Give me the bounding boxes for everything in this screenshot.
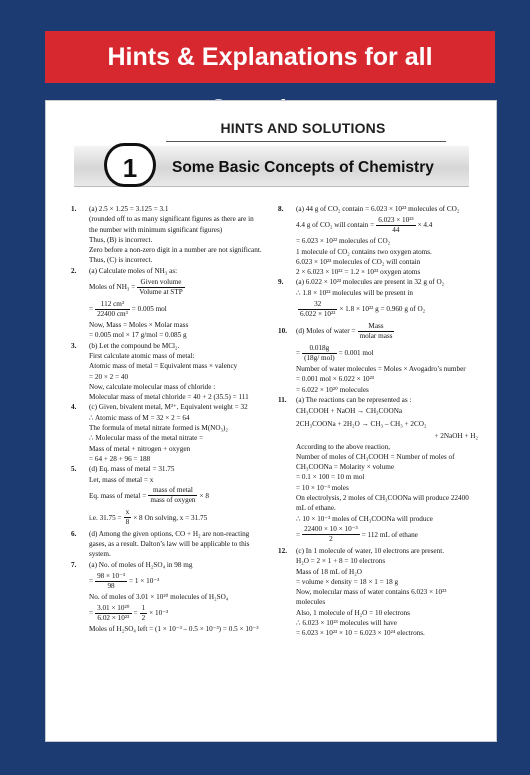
answer-10 bbox=[278, 320, 478, 342]
text-line: Let, mass of metal = x bbox=[89, 475, 154, 484]
answer-2 bbox=[71, 266, 271, 276]
formula-line bbox=[71, 602, 271, 624]
text-line: = 6.022 × 10²⁰ molecules bbox=[296, 385, 369, 394]
formula-line bbox=[71, 276, 271, 298]
formula-text: = 0.005 mol bbox=[131, 304, 167, 313]
section-heading: HINTS AND SOLUTIONS bbox=[220, 120, 386, 136]
question-number: 2. bbox=[71, 266, 77, 275]
formula-text: × 4.4 bbox=[417, 221, 433, 230]
text-line: (a) The reactions can be represented as : bbox=[296, 395, 412, 404]
numerator: 98 × 10⁻³ bbox=[97, 571, 126, 580]
numerator: 32 bbox=[298, 300, 337, 310]
text-line: = 0.1 × 100 = 10 m mol bbox=[296, 473, 365, 482]
text-line: Moles of H₂SO₄ left = (1 × 10⁻³ – 0.5 × 10⁻³) = 0.5 × 10⁻³ bbox=[89, 625, 259, 634]
formula-line bbox=[71, 485, 271, 507]
text-line: (a) 6.022 × 10²³ molecules are present in 32 g of O₂ bbox=[296, 278, 445, 287]
formula-text: × 8 bbox=[199, 491, 209, 500]
text-line: 1 molecule of CO₂ contains two oxygen atoms. bbox=[296, 247, 432, 256]
fraction bbox=[148, 486, 197, 505]
numerator: mass of metal bbox=[148, 486, 197, 496]
text-line: Now, calculate molecular mass of chloride : bbox=[89, 382, 216, 391]
chapter-title: Some Basic Concepts of Chemistry bbox=[172, 159, 434, 176]
text-line: The formula of metal nitrate formed is M(NO₃)₂ bbox=[89, 424, 228, 433]
answer-12 bbox=[278, 546, 478, 556]
question-number: 8. bbox=[278, 205, 284, 213]
formula-text: = 1 × 10⁻³ bbox=[129, 576, 160, 585]
formula-line bbox=[278, 320, 396, 342]
text-line: Now, molecular mass of water contains 6.023 × 10²³ bbox=[296, 588, 447, 597]
text-line: On electrolysis, 2 moles of CH₃COONa will produce 22400 bbox=[296, 494, 469, 503]
text-line: = 0.001 mol × 6.022 × 10²³ bbox=[296, 375, 374, 384]
question-number: 7. bbox=[71, 560, 77, 569]
text-line: = 64 + 28 + 96 = 188 bbox=[89, 454, 151, 463]
text-line: Number of water molecules = Moles × Avogadro’s number bbox=[296, 365, 466, 374]
text-line: Number of moles of CH₃COOH = Number of moles of bbox=[296, 452, 455, 461]
right-column bbox=[278, 204, 478, 639]
text-line: (c) Given, bivalent metal, M²⁺, Equivalent weight = 32 bbox=[89, 403, 248, 412]
text-line: ∴ 6.023 × 10²³ molecules will have bbox=[296, 619, 397, 628]
left-column bbox=[71, 204, 271, 635]
text-line: = 20 × 2 = 40 bbox=[89, 372, 129, 381]
numerator: Given volume bbox=[137, 278, 184, 288]
text-line: (d) Among the given options, CO + H₂ are non-reacting bbox=[89, 529, 250, 538]
text-line: (d) Eq. mass of metal = 31.75 bbox=[89, 465, 175, 474]
denominator: 2 bbox=[141, 613, 146, 622]
text-line: (a) 2.5 × 1.25 = 3.125 = 3.1 bbox=[89, 205, 169, 213]
text-line: Now, Mass = Moles × Molar mass bbox=[89, 321, 189, 330]
text-line: Also, 1 molecule of H₂O = 10 electrons bbox=[296, 608, 410, 617]
question-number: 9. bbox=[278, 278, 284, 287]
numerator: 1 bbox=[141, 603, 146, 612]
text-line: No. of moles of 3.01 × 10²⁰ molecules of H₂SO₄ bbox=[89, 593, 229, 602]
text-line: = 6.023 × 10²³ × 10 = 6.023 × 10²⁴ electrons. bbox=[296, 629, 425, 638]
formula-text: × 10⁻³ bbox=[149, 609, 169, 618]
formula-text: × 1.8 × 10²² g = 0.960 g of O₂ bbox=[339, 304, 426, 313]
numerator: 0.018g bbox=[302, 344, 337, 354]
denominator: 98 bbox=[107, 581, 115, 590]
numerator: 6.023 × 10²³ bbox=[378, 215, 414, 224]
text-line: Mass of metal + nitrogen + oxygen bbox=[89, 444, 191, 453]
formula-line bbox=[71, 570, 271, 592]
formula-text: Moles of NH₃ = bbox=[89, 282, 136, 291]
denominator: 6.02 × 10²³ bbox=[97, 613, 130, 622]
book-page bbox=[45, 100, 497, 742]
formula-text: = 112 mL of ethane bbox=[361, 530, 418, 539]
denominator: 2 bbox=[329, 535, 333, 544]
question-number: 6. bbox=[71, 529, 77, 538]
denominator: mass of oxygen bbox=[150, 496, 196, 505]
denominator: Volume at STP bbox=[139, 287, 183, 296]
heading-rule bbox=[166, 141, 446, 142]
formula-text: = bbox=[89, 609, 94, 618]
text-line: (a) No. of moles of H₂SO₄ in 98 mg bbox=[89, 560, 193, 569]
text-line: = 6.023 × 10²² molecules of CO₂ bbox=[296, 237, 391, 246]
formula-line bbox=[71, 507, 271, 529]
text-line: = 10 × 10⁻³ moles bbox=[296, 483, 349, 492]
denominator: 44 bbox=[392, 225, 400, 234]
fraction bbox=[95, 604, 131, 623]
fraction bbox=[298, 300, 337, 319]
text-line: Atomic mass of metal = Equivalent mass × valency bbox=[89, 362, 238, 371]
numerator: 112 cm³ bbox=[95, 300, 130, 310]
formula-text: (d) Moles of water = bbox=[296, 326, 356, 335]
fraction bbox=[302, 525, 360, 544]
text-line: Molecular mass of metal chloride = 40 + 2 (35.5) = 111 bbox=[89, 393, 249, 402]
answer-9 bbox=[278, 277, 478, 287]
denominator: 8 bbox=[125, 518, 130, 527]
denominator: molar mass bbox=[359, 331, 393, 340]
formula-line bbox=[278, 342, 478, 364]
fraction bbox=[137, 278, 184, 297]
text-line: (c) In 1 molecule of water, 10 electrons are present. bbox=[296, 546, 444, 555]
text-line: Thus, (B) is incorrect. bbox=[89, 235, 153, 244]
fraction bbox=[95, 572, 127, 591]
formula-line bbox=[71, 298, 271, 320]
question-number: 3. bbox=[71, 341, 77, 350]
fraction bbox=[302, 344, 337, 363]
text-line: ∴ Atomic mass of M = 32 × 2 = 64 bbox=[89, 413, 190, 422]
formula-text: = bbox=[296, 348, 301, 357]
text-line: 6.023 × 10²² molecules of CO₂ will contain bbox=[296, 257, 421, 266]
formula-text: Eq. mass of metal = bbox=[89, 491, 147, 500]
text-line: ∴ 1.8 × 10²² molecules will be present in bbox=[296, 288, 413, 297]
text-line: = 0.005 mol × 17 g/mol = 0.085 g bbox=[89, 331, 187, 340]
text-line: First calculate atomic mass of metal: bbox=[89, 351, 195, 360]
fraction bbox=[124, 508, 132, 527]
answer-5 bbox=[71, 464, 271, 474]
fraction bbox=[95, 300, 130, 319]
answer-7 bbox=[71, 560, 271, 570]
banner-title: Hints & Explanations for all bbox=[45, 31, 495, 83]
text-line: ∴ 10 × 10⁻³ moles of CH₃COONa will produce bbox=[296, 514, 433, 523]
text-line: (a) 44 g of CO₂ contain = 6.023 × 10²³ molecules of CO₂ bbox=[296, 205, 460, 213]
question-number: 11. bbox=[278, 395, 287, 404]
answer-4 bbox=[71, 402, 271, 412]
text-line: (b) Let the compound be MCl₂. bbox=[89, 341, 180, 350]
text-line: Thus, (C) is incorrect. bbox=[89, 256, 153, 265]
text-line: Mass of 18 mL of H₂O bbox=[296, 567, 362, 576]
numerator: 22400 × 10 × 10⁻³ bbox=[304, 525, 358, 534]
equation-line: 2CH₃COONa + 2H₂O → CH₃ – CH₃ + 2CO₂ bbox=[296, 420, 427, 429]
fraction bbox=[358, 322, 395, 341]
chapter-number-badge: 1 bbox=[104, 143, 156, 187]
text-line: molecules bbox=[296, 598, 326, 607]
answer-8 bbox=[278, 204, 478, 214]
text-line: (a) Calculate moles of NH₃ as: bbox=[89, 266, 178, 275]
question-number: 5. bbox=[71, 465, 77, 474]
text-line: system. bbox=[89, 550, 111, 559]
numerator: Mass bbox=[358, 322, 395, 332]
answer-11 bbox=[278, 395, 478, 405]
equation-line: CH₃COOH + NaOH → CH₃COONa bbox=[296, 407, 403, 416]
fraction bbox=[376, 216, 415, 235]
denominator: (18g/ mol) bbox=[304, 353, 335, 362]
question-number: 12. bbox=[278, 546, 287, 555]
formula-text: 4.4 g of CO₂ will contain = bbox=[296, 221, 375, 230]
text-line: 2 × 6.023 × 10²² = 1.2 × 10²³ oxygen atoms bbox=[296, 268, 421, 277]
text-line: mL of ethane. bbox=[296, 504, 336, 513]
text-line: (rounded off to as many significant figures as there are in bbox=[89, 215, 254, 224]
text-line: According to the above reaction, bbox=[296, 442, 390, 451]
formula-text: = bbox=[133, 609, 138, 618]
text-line: gases, as a result. Dalton’s law will be applicable to this bbox=[89, 540, 250, 549]
question-number: 10. bbox=[278, 326, 287, 335]
numerator: 3.01 × 10²⁰ bbox=[97, 603, 130, 612]
formula-text: = bbox=[296, 530, 301, 539]
equation-line: + 2NaOH + H₂ bbox=[434, 432, 478, 441]
answer-6 bbox=[71, 529, 271, 539]
text-line: CH₃COONa = Molarity × volume bbox=[296, 463, 395, 472]
text-line: Zero before a non-zero digit in a number are not significant. bbox=[89, 246, 262, 255]
fraction bbox=[140, 604, 148, 623]
numerator: x bbox=[125, 508, 130, 517]
formula-line bbox=[278, 214, 478, 236]
text-line: H₂O = 2 × 1 + 8 = 10 electrons bbox=[296, 557, 386, 566]
formula-line bbox=[278, 524, 478, 546]
formula-text: × 8 On solving, x = 31.75 bbox=[133, 513, 208, 522]
question-number: 1. bbox=[71, 205, 77, 213]
denominator: 6.022 × 10²³ bbox=[300, 309, 336, 318]
formula-text: i.e. 31.75 = bbox=[89, 513, 122, 522]
answer-1 bbox=[71, 204, 271, 214]
formula-text: = bbox=[89, 304, 94, 313]
text-line: ∴ Molecular mass of the metal nitrate = bbox=[89, 434, 204, 443]
formula-text: = 0.001 mol bbox=[338, 348, 374, 357]
formula-line bbox=[278, 298, 478, 320]
denominator: 22400 cm³ bbox=[97, 309, 128, 318]
question-number: 4. bbox=[71, 403, 77, 412]
text-line: the number with minimum significant figures) bbox=[89, 225, 223, 234]
formula-text: = bbox=[89, 576, 94, 585]
text-line: = volume × density = 18 × 1 = 18 g bbox=[296, 577, 399, 586]
answer-3 bbox=[71, 341, 271, 351]
